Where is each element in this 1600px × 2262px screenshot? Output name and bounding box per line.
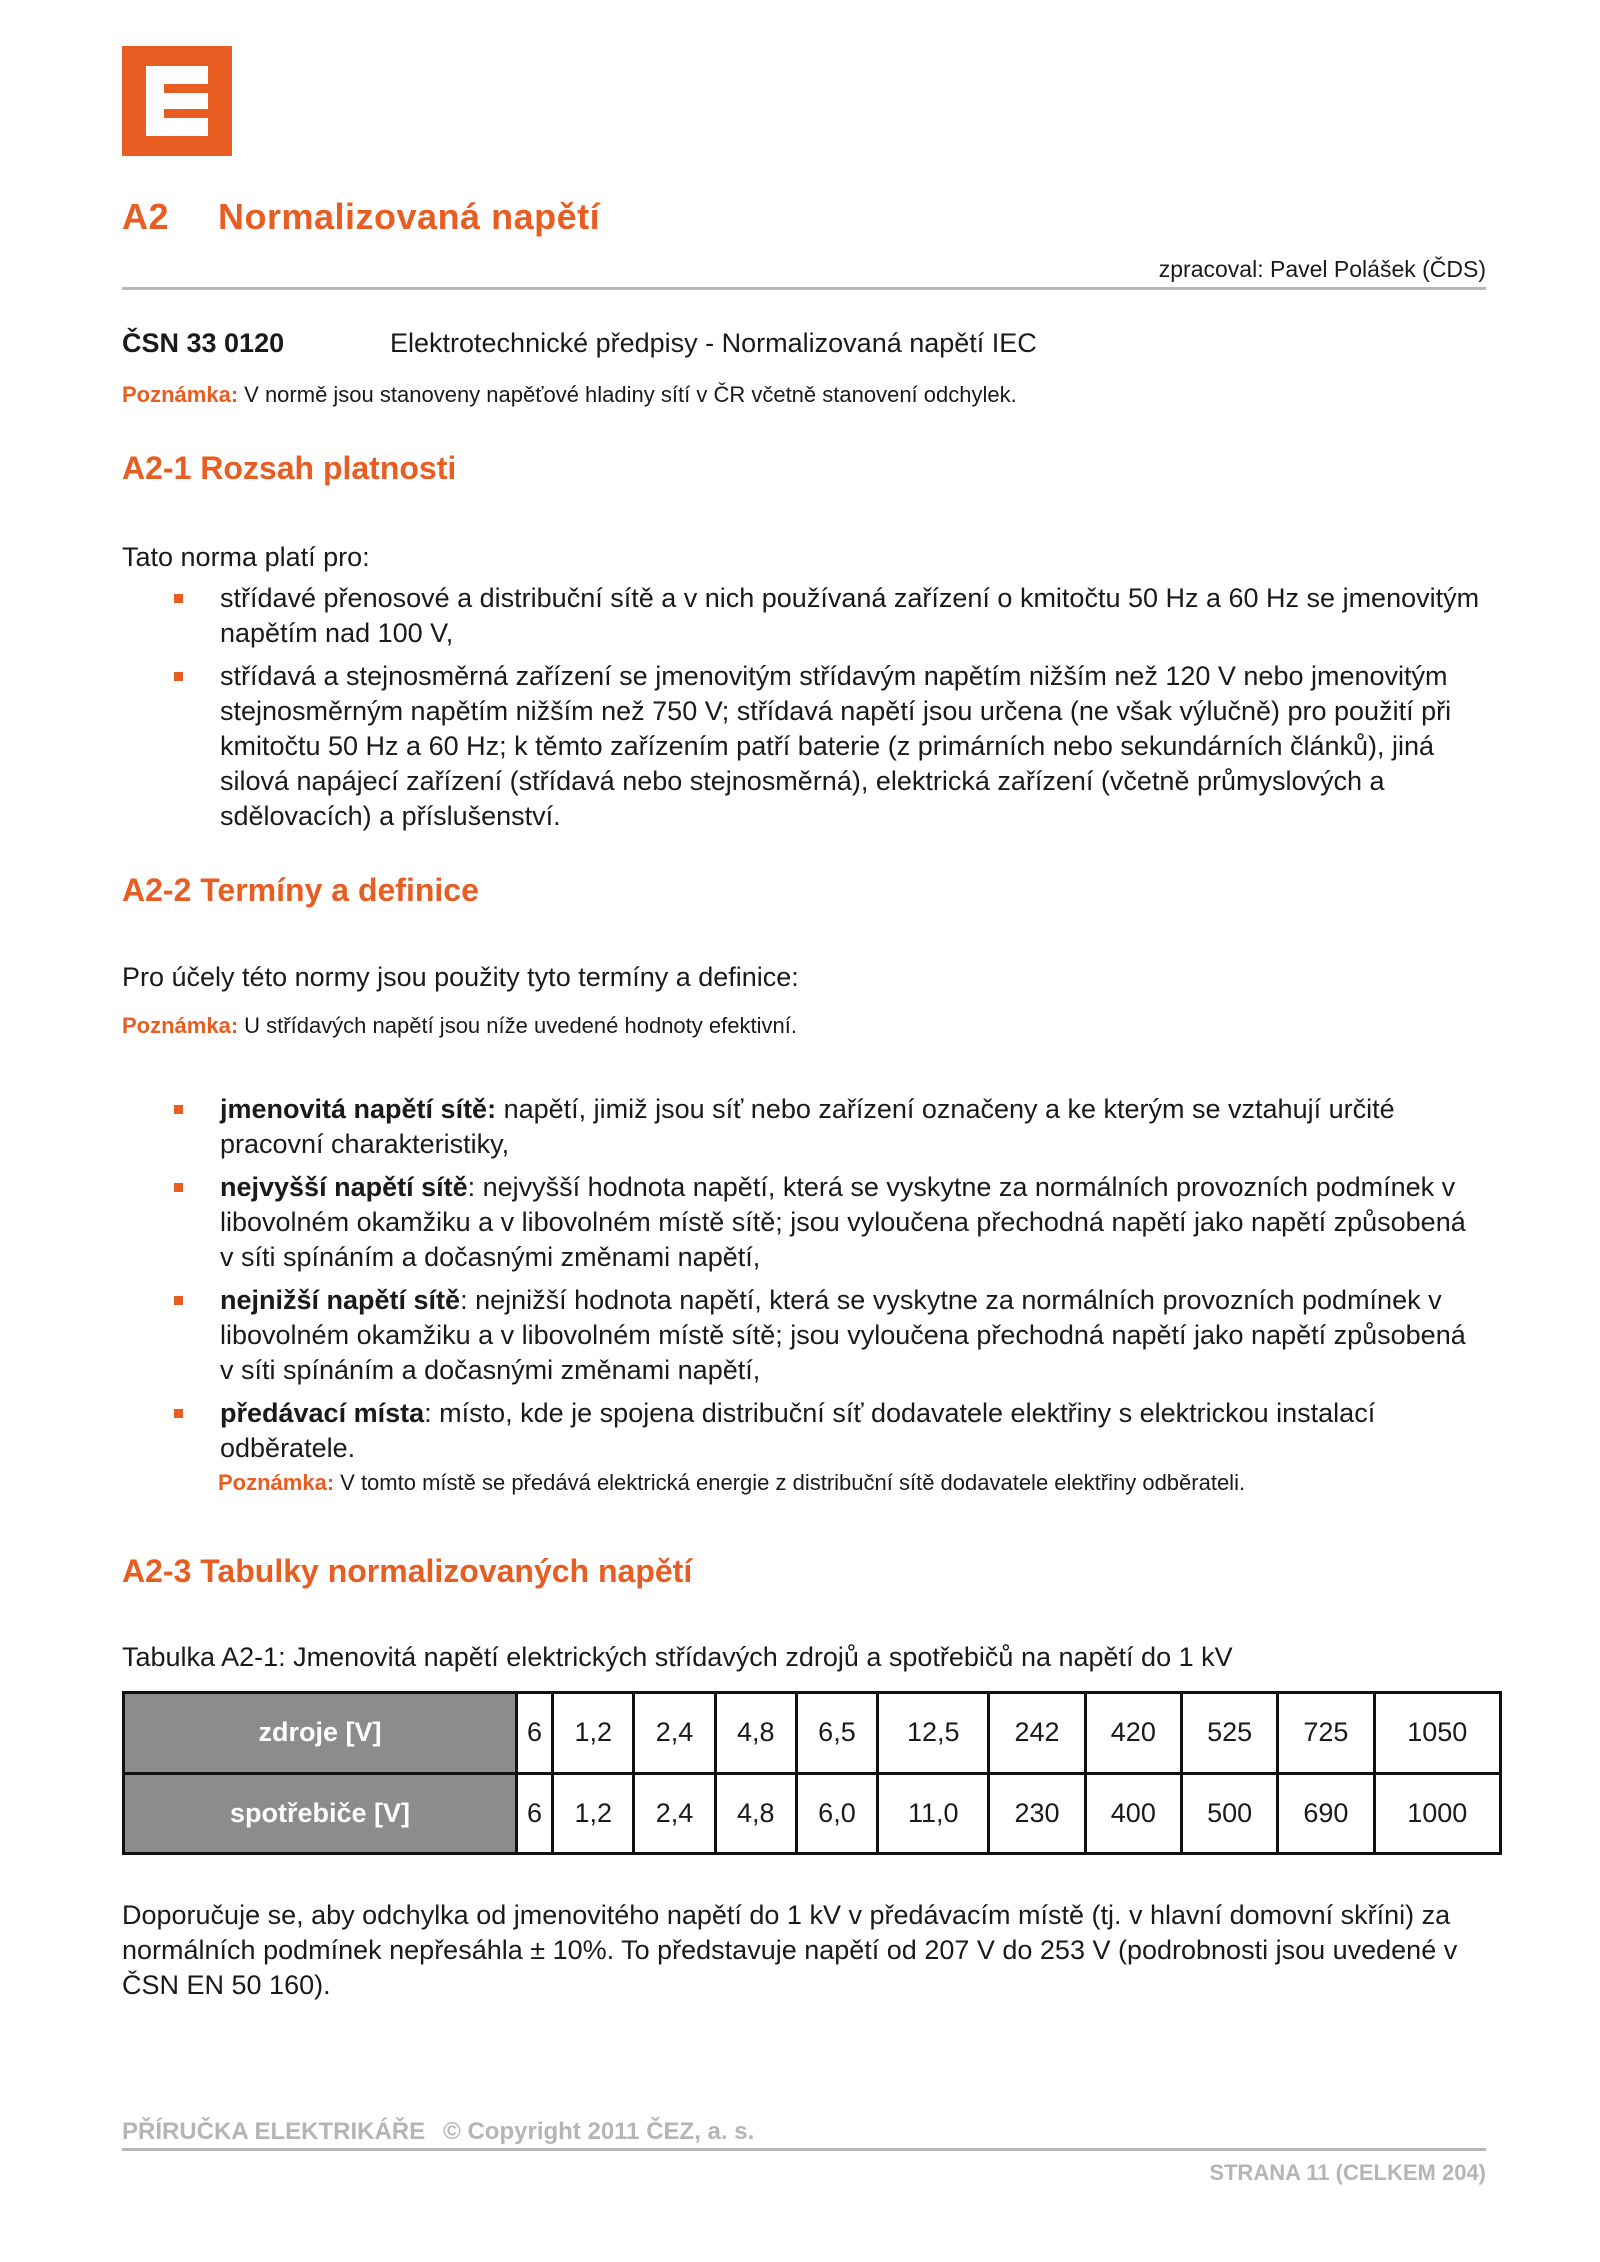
table-cell: 525: [1181, 1693, 1277, 1774]
table-cell: 4,8: [715, 1773, 796, 1854]
standard-code: ČSN 33 0120: [122, 328, 285, 358]
bullet-icon: [174, 1183, 183, 1192]
table-cell: 420: [1085, 1693, 1181, 1774]
standard-line: [122, 328, 1037, 359]
table-cell: 12,5: [878, 1693, 989, 1774]
table-caption: Tabulka A2-1: Jmenovitá napětí elektrických střídavých zdrojů a spotřebičů na napětí do 1 kV: [122, 1642, 1233, 1672]
table-row: [124, 1773, 1501, 1854]
terms-list: [122, 1092, 1486, 1474]
list-item: předávací místa: místo, kde je spojena distribuční síť dodavatele elektřiny s elektrickou instalací odběratele.: [122, 1396, 1486, 1466]
scope-list: [122, 581, 1486, 842]
table-cell: 6: [517, 1693, 553, 1774]
list-item: nejvyšší napětí sítě: nejvyšší hodnota napětí, která se vyskytne za normálních provozních podmínek v libovolném okamžiku a v libovolném místě sítě; jsou vyloučena přechodná napětí jako napětí způsobená v síti spínáním a dočasnými změnami napětí,: [122, 1170, 1486, 1275]
table-cell: 6,0: [796, 1773, 877, 1854]
note: [122, 382, 1017, 408]
note-text: U střídavých napětí jsou níže uvedené hodnoty efektivní.: [244, 1013, 797, 1038]
page-number: STRANA 11 (CELKEM 204): [1209, 2160, 1486, 2185]
note: [218, 1470, 1245, 1496]
cez-logo-icon: [122, 46, 232, 156]
standard-title: Elektrotechnické předpisy - Normalizovaná napětí IEC: [390, 328, 1037, 358]
terms-intro: Pro účely této normy jsou použity tyto termíny a definice:: [122, 962, 799, 992]
bullet-icon: [174, 1409, 183, 1418]
table-cell: 6: [517, 1773, 553, 1854]
deviation-paragraph: Doporučuje se, aby odchylka od jmenovitého napětí do 1 kV v předávacím místě (tj. v hlavní domovní skříni) za normálních podmínek nepřesáhla ± 10%. To představuje napětí od 207 V do 253 V (podrobnosti jsou uvedené v ČSN EN 50 160).: [122, 1900, 1458, 2000]
term: předávací místa: [220, 1398, 425, 1428]
list-item: jmenovitá napětí sítě: napětí, jimiž jsou síť nebo zařízení označeny a ke kterým se vztahují určité pracovní charakteristiky,: [122, 1092, 1486, 1162]
footer-book: PŘÍRUČKA ELEKTRIKÁŘE: [122, 2118, 426, 2145]
footer-title: [122, 2118, 754, 2146]
heading-scope: A2-1 Rozsah platnosti: [122, 450, 457, 486]
note-label: Poznámka:: [218, 1470, 335, 1495]
page-title: [122, 196, 600, 238]
table-cell: 1,2: [553, 1693, 634, 1774]
header-divider: [122, 287, 1486, 290]
author-line: zpracoval: Pavel Polášek (ČDS): [1158, 256, 1486, 282]
note-text: V tomto místě se předává elektrická energie z distribuční sítě dodavatele elektřiny odběrateli.: [340, 1470, 1246, 1495]
term: nejnižší napětí sítě: [220, 1285, 461, 1315]
row-header: zdroje [V]: [124, 1693, 517, 1774]
note-label: Poznámka:: [122, 382, 239, 407]
voltage-table: [122, 1691, 1502, 1855]
note-text: V normě jsou stanoveny napěťové hladiny sítí v ČR včetně stanovení odchylek.: [244, 382, 1017, 407]
table-cell: 1,2: [553, 1773, 634, 1854]
table-cell: 1000: [1374, 1773, 1500, 1854]
table-cell: 725: [1278, 1693, 1374, 1774]
section-title: Normalizovaná napětí: [218, 196, 601, 237]
scope-intro: Tato norma platí pro:: [122, 542, 370, 572]
table-cell: 2,4: [634, 1773, 715, 1854]
table-cell: 242: [989, 1693, 1085, 1774]
footer-divider: [122, 2148, 1486, 2151]
table-cell: 690: [1278, 1773, 1374, 1854]
bullet-icon: [174, 594, 183, 603]
bullet-icon: [174, 672, 183, 681]
note-label: Poznámka:: [122, 1013, 239, 1038]
heading-tables: A2-3 Tabulky normalizovaných napětí: [122, 1553, 693, 1589]
heading-terms: A2-2 Termíny a definice: [122, 872, 479, 908]
row-header: spotřebiče [V]: [124, 1773, 517, 1854]
list-item: střídavá a stejnosměrná zařízení se jmenovitým střídavým napětím nižším než 120 V nebo jmenovitým stejnosměrným napětím nižším než 750 V; střídavá napětí jsou určena (ne však výlučně) pro použití při kmitočtu 50 Hz a 60 Hz; k těmto zařízením patří baterie (z primárních nebo sekundárních článků), jiná silová napájecí zařízení (střídavá nebo stejnosměrná), elektrická zařízení (včetně průmyslových a sdělovacích) a příslušenství.: [122, 659, 1486, 834]
table-cell: 6,5: [796, 1693, 877, 1774]
table-cell: 500: [1181, 1773, 1277, 1854]
bullet-icon: [174, 1105, 183, 1114]
footer-copyright: © Copyright 2011 ČEZ, a. s.: [443, 2118, 755, 2145]
list-item: střídavé přenosové a distribuční sítě a v nich používaná zařízení o kmitočtu 50 Hz a 60 Hz se jmenovitým napětím nad 100 V,: [122, 581, 1486, 651]
term: jmenovitá napětí sítě:: [220, 1094, 497, 1124]
section-number: A2: [122, 196, 170, 237]
table-cell: 11,0: [878, 1773, 989, 1854]
term: nejvyšší napětí sítě: [220, 1172, 468, 1202]
list-item: nejnižší napětí sítě: nejnižší hodnota napětí, která se vyskytne za normálních provozních podmínek v libovolném okamžiku a v libovolném místě sítě; jsou vyloučena přechodná napětí jako napětí způsobená v síti spínáním a dočasnými změnami napětí,: [122, 1283, 1486, 1388]
bullet-icon: [174, 1296, 183, 1305]
table-row: [124, 1693, 1501, 1774]
table-cell: 230: [989, 1773, 1085, 1854]
table-cell: 1050: [1374, 1693, 1500, 1774]
table-cell: 2,4: [634, 1693, 715, 1774]
note: [122, 1013, 797, 1039]
table-cell: 4,8: [715, 1693, 796, 1774]
table-cell: 400: [1085, 1773, 1181, 1854]
